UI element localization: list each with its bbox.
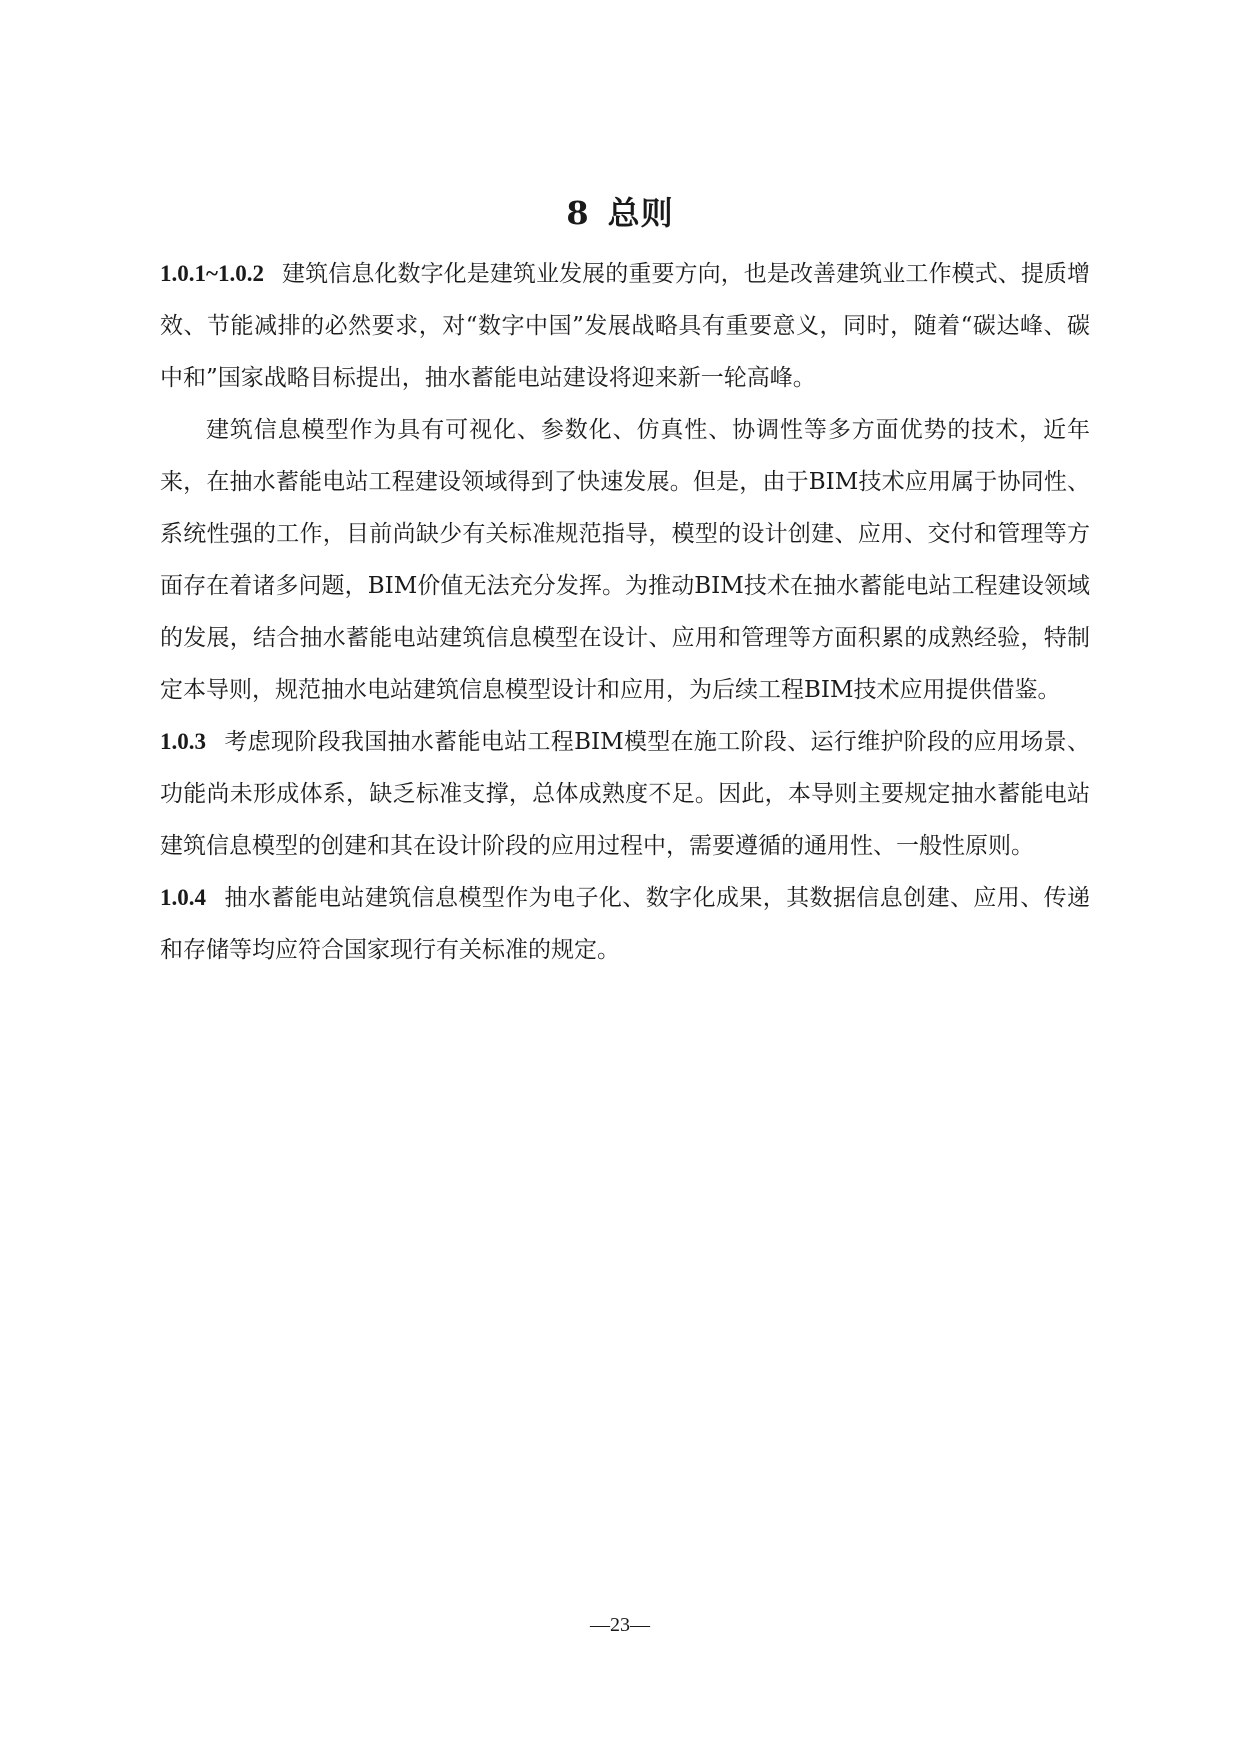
paragraph-bim-background xyxy=(160,404,1090,716)
section-title-text: 总则 xyxy=(607,194,674,232)
clause-number: 1.0.1~1.0.2 xyxy=(160,261,264,286)
section-number: 8 xyxy=(566,194,590,232)
paragraph-text: 建筑信息模型作为具有可视化、参数化、仿真性、协调性等多方面优势的技术，近年来，在抽水蓄能电站工程建设领域得到了快速发展。但是，由于BIM技术应用属于协同性、系统性强的工作，目前尚缺少有关标准规范指导，模型的设计创建、应用、交付和管理等方面存在着诸多问题，BIM价值无法充分发挥。为推动BIM技术在抽水蓄能电站工程建设领域的发展，结合抽水蓄能电站建筑信息模型在设计、应用和管理等方面积累的成熟经验，特制定本导则，规范抽水电站建筑信息模型设计和应用，为后续工程BIM技术应用提供借鉴。 xyxy=(160,417,1090,703)
body-text xyxy=(160,248,1090,976)
paragraph-text: 抽水蓄能电站建筑信息模型作为电子化、数字化成果，其数据信息创建、应用、传递和存储等均应符合国家现行有关标准的规定。 xyxy=(160,885,1090,963)
paragraph-1-0-4 xyxy=(160,872,1090,976)
page-number: —23— xyxy=(590,1614,650,1636)
paragraph-1-0-1 xyxy=(160,248,1090,404)
clause-number: 1.0.4 xyxy=(160,885,206,910)
paragraph-text: 建筑信息化数字化是建筑业发展的重要方向，也是改善建筑业工作模式、提质增效、节能减排的必然要求，对“数字中国”发展战略具有重要意义，同时，随着“碳达峰、碳中和”国家战略目标提出，抽水蓄能电站建设将迎来新一轮高峰。 xyxy=(160,261,1090,391)
paragraph-text: 考虑现阶段我国抽水蓄能电站工程BIM模型在施工阶段、运行维护阶段的应用场景、功能尚未形成体系，缺乏标准支撑，总体成熟度不足。因此，本导则主要规定抽水蓄能电站建筑信息模型的创建和其在设计阶段的应用过程中，需要遵循的通用性、一般性原则。 xyxy=(160,729,1090,859)
paragraph-1-0-3 xyxy=(160,716,1090,872)
clause-number: 1.0.3 xyxy=(160,729,206,754)
section-title xyxy=(0,188,1240,234)
